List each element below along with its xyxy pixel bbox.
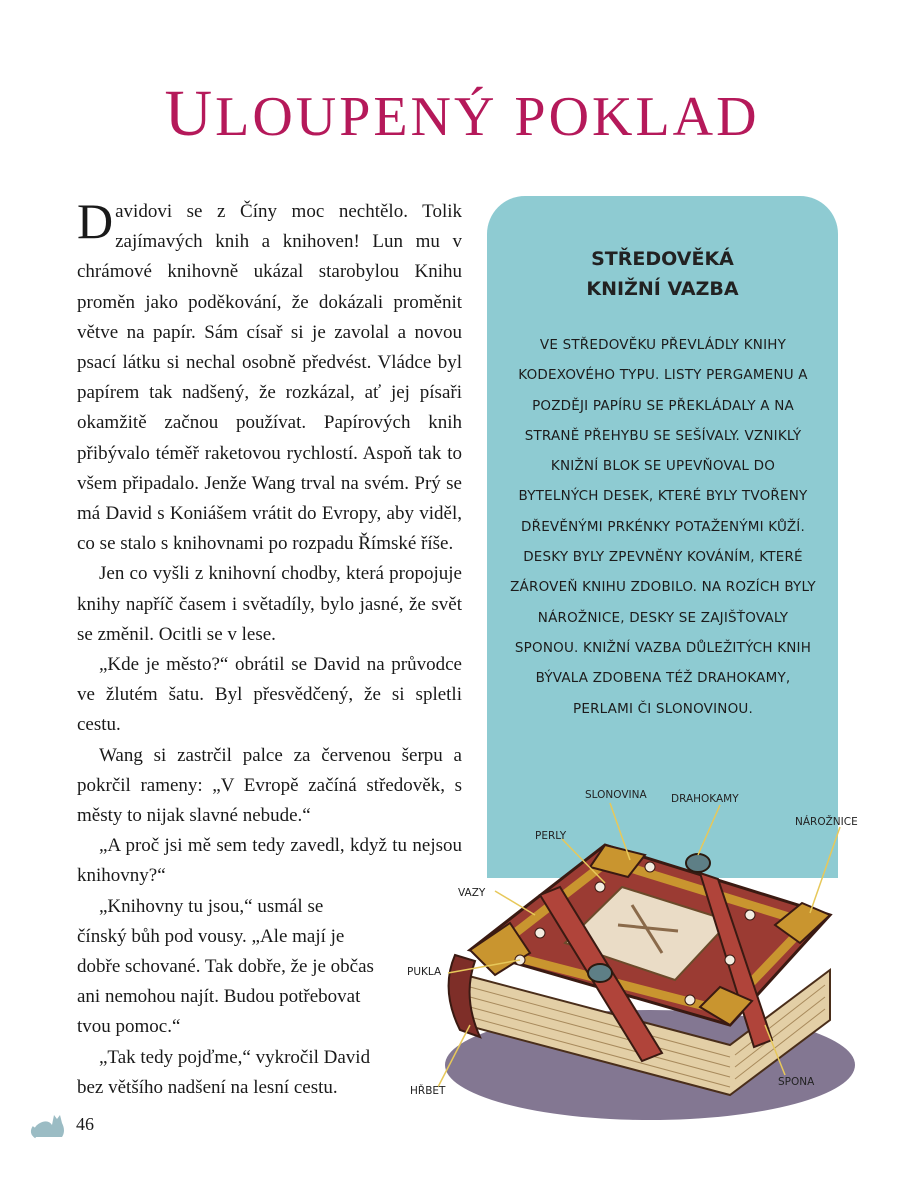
pearl xyxy=(685,995,695,1005)
title-rest: LOUPENÝ POKLAD xyxy=(215,86,760,148)
title-initial: U xyxy=(164,77,216,150)
pearl xyxy=(745,910,755,920)
book-illustration xyxy=(400,775,870,1155)
label-vazy: VAZY xyxy=(458,887,486,899)
label-naroznice: NÁROŽNICE xyxy=(795,816,858,828)
gem xyxy=(588,964,612,982)
info-box-title-line: KNIŽNÍ VAZBA xyxy=(586,278,739,300)
pearl xyxy=(595,882,605,892)
page-title xyxy=(0,76,924,152)
info-box-title xyxy=(487,244,838,304)
drop-cap: D xyxy=(77,193,114,249)
label-slonovina: SLONOVINA xyxy=(585,789,647,801)
story-paragraph: „Kde je město?“ obrátil se David na průvodce ve žlutém šatu. Byl přesvědčený, že si spletli cestu. xyxy=(77,654,462,736)
label-spona: SPONA xyxy=(778,1076,815,1088)
label-perly: PERLY xyxy=(535,830,567,842)
story-paragraph: Wang si zastrčil palce za červenou šerpu a pokrčil rameny: „V Evropě začíná středověk, s městy to nijak slavné nebude.“ xyxy=(77,744,462,827)
story-paragraph xyxy=(77,193,462,559)
story-paragraph: „Tak tedy pojďme,“ vykročil David bez většího nadšení na lesní cestu. xyxy=(77,1046,371,1098)
label-pukla: PUKLA xyxy=(407,966,442,978)
pearl xyxy=(725,955,735,965)
info-box-text: VE STŘEDOVĚKU PŘEVLÁDLY KNIHY KODEXOVÉHO TYPU. LISTY PERGAMENU A POZDĚJI PAPÍRU SE PŘEKLÁDALY A NA STRANĚ PŘEHYBU SE SEŠÍVALY. VZNIKLÝ KNIŽNÍ BLOK SE UPEVŇOVAL DO BYTELNÝCH DESEK, KTERÉ BYLY TVOŘENY DŘEVĚNÝMI PRKÉNKY POTAŽENÝMI KŮŽÍ. DESKY BYLY ZPEVNĚNY KOVÁNÍM, KTERÉ ZÁROVEŇ KNIHU ZDOBILO. NA ROZÍCH BYLY NÁROŽNICE, DESKY SE ZAJIŠŤOVALY SPONOU. KNIŽNÍ VAZBA DŮLEŽITÝCH KNIH BÝVALA ZDOBENA TÉŽ DRAHOKAMY, PERLAMI ČI SLONOVINOU. xyxy=(510,337,816,717)
cat-icon xyxy=(30,1103,74,1141)
info-box-title-line: STŘEDOVĚKÁ xyxy=(591,248,734,270)
story-paragraph: „A proč jsi mě sem tedy zavedl, když tu nejsou knihovny?“ xyxy=(77,835,462,887)
story-paragraph: Jen co vyšli z knihovní chodby, která propojuje knihy napříč časem i světadíly, bylo jasné, že svět se změnil. Ocitli se v lese. xyxy=(77,563,462,645)
gem xyxy=(686,854,710,872)
page-number: 46 xyxy=(76,1114,94,1134)
pearl xyxy=(645,862,655,872)
story-paragraph: „Knihovny tu jsou,“ usmál se čínský bůh pod vousy. „Ale mají je dobře schované. Tak dobře, že je občas ani nemohou najít. Budou potřebovat tvou pomoc.“ xyxy=(77,895,374,1038)
label-drahokamy: DRAHOKAMY xyxy=(671,793,739,805)
label-hrbet: HŘBET xyxy=(410,1085,446,1097)
story-paragraph-text: avidovi se z Číny moc nechtělo. Tolik zajímavých knih a knihoven! Lun mu v chrámové knihovně ukázal starobylou Knihu proměn jako poděkování, že dokázali proměnit větve na papír. Sám císař si je zavolal a novou psací látku si nechal osobně předvést. Vládce byl papírem tak nadšený, že rozkázal, ať jej písaři okamžitě začnou používat. Papírových knih přibývalo téměř raketovou rychlostí. Aspoň tak to všem připadalo. Jenže Wang trval na svém. Prý se má David s Koniášem vrátit do Evropy, aby viděl, co se stalo s knihovnami po rozpadu Římské říše. xyxy=(77,201,462,555)
pearl xyxy=(535,928,545,938)
